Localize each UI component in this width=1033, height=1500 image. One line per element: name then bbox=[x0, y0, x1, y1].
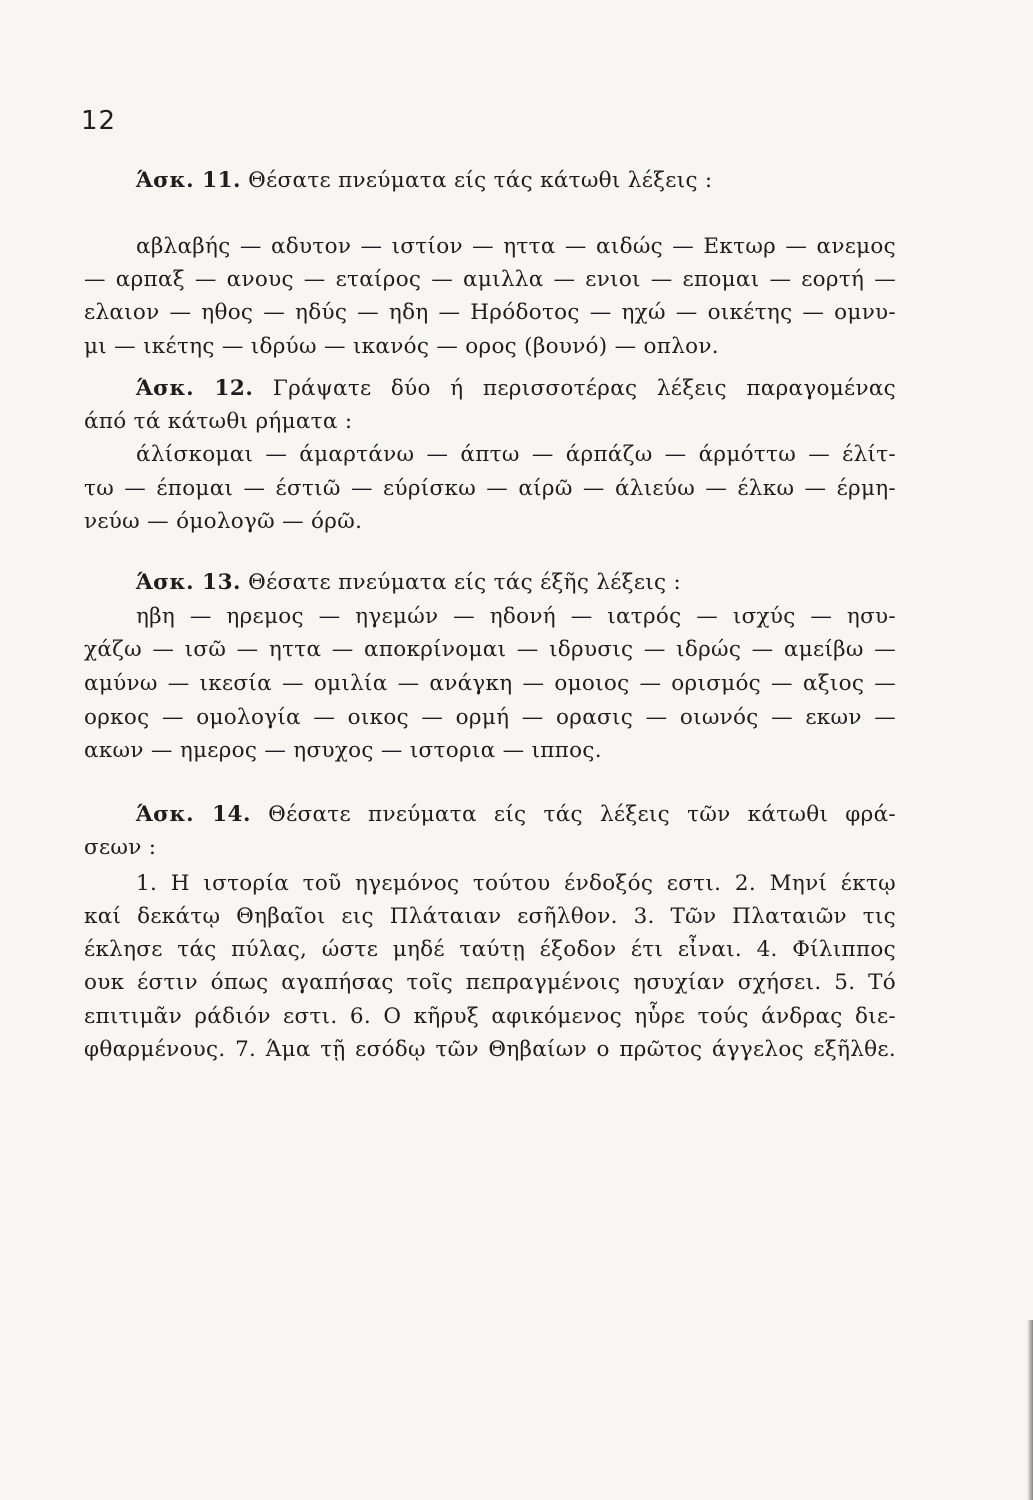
text-line: αμύνω — ικεσία — ομιλία — ανάγκη — ομοιος — ορισμός — αξιος — bbox=[84, 671, 896, 696]
text-line: φθαρμένους. 7. Άμα τῇ εσόδῳ τῶν Θηβαίων ο πρῶτος άγγελος εξῆλθε. bbox=[84, 1037, 896, 1062]
exercise-label: Άσκ. 12. bbox=[136, 376, 254, 401]
exercise-heading bbox=[136, 800, 896, 830]
scan-edge-shadow bbox=[1027, 1320, 1033, 1500]
exercise-instruction: Γράψατε δύο ή περισσοτέρας λέξεις παραγομένας bbox=[272, 376, 896, 401]
page-number: 12 bbox=[81, 106, 117, 136]
text-line: ελαιον — ηθος — ηδύς — ηδη — Ηρόδοτος — ηχώ — οικέτης — ομνυ- bbox=[84, 300, 896, 325]
text-line: μι — ικέτης — ιδρύω — ικανός — ορος (βουνό) — οπλον. bbox=[84, 334, 719, 359]
exercise-instruction-continuation: άπό τά κάτωθι ρήματα : bbox=[84, 409, 353, 434]
exercise-heading bbox=[136, 166, 896, 196]
text-line: ηβη — ηρεμος — ηγεμών — ηδονή — ιατρός — ισχύς — ησυ- bbox=[136, 604, 896, 629]
text-line: καί δεκάτῳ Θηβαῖοι εις Πλάταιαν εσῆλθον. 3. Τῶν Πλαταιῶν τις bbox=[84, 904, 896, 929]
exercise-instruction: Θέσατε πνεύματα είς τάς έξῆς λέξεις : bbox=[248, 570, 682, 595]
exercise-label: Άσκ. 13. bbox=[136, 570, 242, 595]
text-line: ακων — ημερος — ησυχος — ιστορια — ιππος. bbox=[84, 738, 602, 763]
text-line: νεύω — όμολογῶ — όρῶ. bbox=[84, 509, 363, 534]
text-line: χάζω — ισῶ — ηττα — αποκρίνομαι — ιδρυσις — ιδρώς — αμείβω — bbox=[84, 637, 896, 662]
text-line: ορκος — ομολογία — οικος — ορμή — ορασις — οιωνός — εκων — bbox=[84, 705, 896, 730]
text-line: 1. Η ιστορία τοῦ ηγεμόνος τούτου ένδοξός εστι. 2. Μηνί έκτῳ bbox=[136, 871, 896, 896]
text-line: έκλησε τάς πύλας, ώστε μηδέ ταύτῃ έξοδον έτι εἶναι. 4. Φίλιππος bbox=[84, 937, 896, 962]
exercise-label: Άσκ. 11. bbox=[136, 168, 242, 193]
exercise-label: Άσκ. 14. bbox=[136, 802, 252, 827]
text-line: αβλαβής — αδυτον — ιστίον — ηττα — αιδώς — Εκτωρ — ανεμος bbox=[136, 234, 896, 259]
exercise-instruction: Θέσατε πνεύματα είς τάς κάτωθι λέξεις : bbox=[248, 168, 713, 193]
exercise-heading bbox=[136, 568, 896, 598]
text-line: επιτιμᾶν ράδιόν εστι. 6. Ο κῆρυξ αφικόμενος ηὗρε τούς άνδρας διε- bbox=[84, 1004, 896, 1029]
exercise-heading bbox=[136, 374, 896, 404]
exercise-instruction-continuation: σεων : bbox=[84, 835, 157, 860]
text-line: τω — έπομαι — έστιῶ — εύρίσκω — αίρῶ — άλιεύω — έλκω — έρμη- bbox=[84, 476, 896, 501]
exercise-instruction: Θέσατε πνεύματα είς τάς λέξεις τῶν κάτωθι φρά- bbox=[268, 802, 896, 827]
text-line: — αρπαξ — ανους — εταίρος — αμιλλα — ενιοι — επομαι — εορτή — bbox=[84, 267, 896, 292]
text-line: ουκ έστιν όπως αγαπήσας τοῖς πεπραγμένοις ησυχίαν σχήσει. 5. Τό bbox=[84, 970, 896, 995]
text-line: άλίσκομαι — άμαρτάνω — άπτω — άρπάζω — άρμόττω — έλίτ- bbox=[136, 442, 896, 467]
